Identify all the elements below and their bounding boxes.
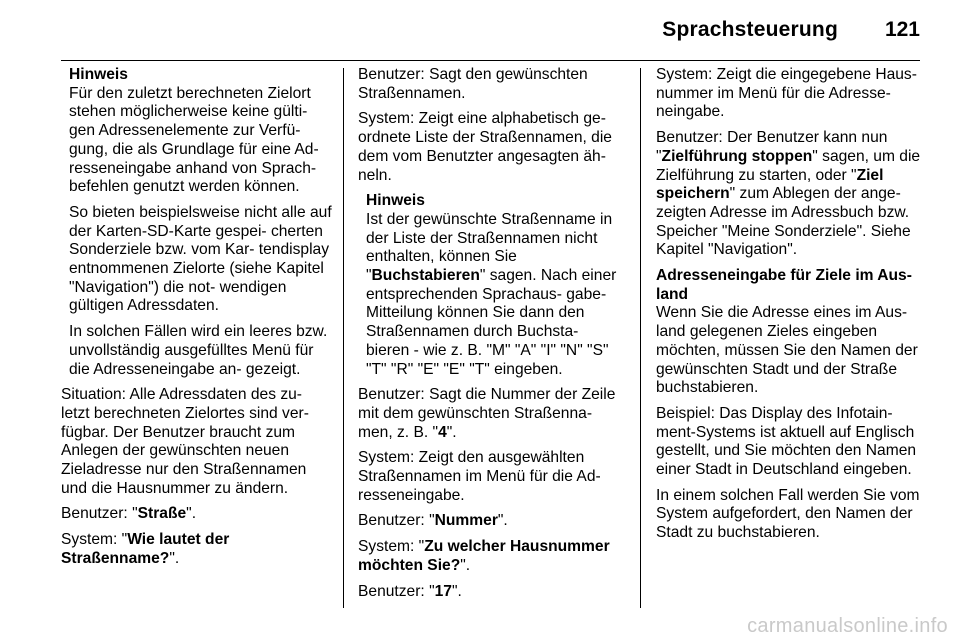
voice-command: Wie lautet der Straßenname? (61, 531, 230, 567)
note-heading: Hinweis (366, 192, 425, 210)
dialog-line-system: System: "Zu welcher Hausnummer möchten Sie?". (358, 538, 610, 574)
voice-command: Buchstabieren (371, 267, 480, 285)
paragraph: Wenn Sie die Adresse eines im Aus- land gelegenen Zieles eingeben möchten, müssen Sie den Namen der gewünschten Stadt und der Straße buchstabieren. (656, 304, 918, 397)
paragraph: Für den zuletzt berechneten Zielort stehen möglicherweise keine gülti- gen Adressenelemente zur Verfü- gung, die als Grundlage für eine Ad- resseneingabe anhand von Sprach- befehlen genutzt werden können. (69, 84, 319, 196)
note-box (366, 192, 624, 379)
voice-command: Zielführung stoppen (661, 147, 813, 165)
example-number: 4 (438, 423, 447, 441)
paragraph: Benutzer: Der Benutzer kann nun "Zielführung stoppen" sagen, um die Zielführung zu starten, oder "Ziel speichern" zum Ablegen der ange- zeigten Adresse im Adressbuch bzw. Speicher "Meine Sonderziele". Siehe Kapitel "Navigation". (656, 129, 921, 259)
paragraph: Benutzer: Sagt die Nummer der Zeile mit dem gewünschten Straßenna- men, z. B. "4". (358, 386, 616, 441)
voice-command: Zu welcher Hausnummer möchten Sie? (358, 538, 610, 574)
paragraph: System: Zeigt den ausgewählten Straßennamen im Menü für die Ad- resseneingabe. (358, 449, 601, 504)
paragraph: Benutzer: Sagt den gewünschten Straßennamen. (358, 66, 588, 102)
column-divider-1 (343, 68, 344, 608)
paragraph: In solchen Fällen wird ein leeres bzw. unvollständig ausgefülltes Menü für die Adresseneingabe an- gezeigt. (69, 323, 328, 378)
header-divider (61, 60, 920, 61)
paragraph: In einem solchen Fall werden Sie vom System aufgefordert, den Namen der Stadt zu buchstabieren. (656, 486, 920, 542)
page-number: 121 (884, 18, 920, 41)
voice-command: Straße (137, 505, 187, 523)
text-column-1 (61, 66, 333, 576)
dialog-line-user: Benutzer: "Straße". (61, 505, 197, 523)
column-divider-2 (640, 68, 641, 608)
paragraph: Ist der gewünschte Straßenname in der Liste der Straßennamen nicht enthalten, können Sie "Buchstabieren" sagen. Nach einer entsprechenden Sprachaus- gabe-Mitteilung können Sie dann den Straßennamen durch Buchsta- bieren - wie z. B. "M" "A" "I" "N" "S" "T" "R" "E" "E" "T" eingeben. (366, 210, 617, 378)
note-box (69, 66, 333, 379)
dialog-line-user: Benutzer: "17". (358, 582, 462, 600)
dialog-line-system: System: "Wie lautet der Straßenname?". (61, 531, 230, 567)
page-title: Sprachsteuerung (662, 18, 838, 41)
note-heading: Hinweis (69, 66, 128, 83)
paragraph: System: Zeigt die eingegebene Haus- nummer im Menü für die Adresse- neingabe. (656, 66, 917, 121)
paragraph: Situation: Alle Adressdaten des zu- letzt berechneten Zielortes sind ver- fügbar. Der Benutzer braucht zum Anlegen der gewünschten neuen Zieladresse nur den Straßennamen und die Hausnummer zu ändern. (61, 386, 309, 497)
text-column-2 (358, 66, 624, 608)
paragraph: System: Zeigt eine alphabetisch ge- ordnete Liste der Straßennamen, die dem vom Benutzter angesagten äh- neln. (358, 110, 612, 184)
voice-command: Nummer (434, 512, 498, 530)
voice-command: Ziel speichern (656, 166, 884, 203)
text-column-3 (656, 66, 924, 550)
watermark: carmanualsonline.info (747, 615, 948, 637)
paragraph: So bieten beispielsweise nicht alle auf der Karten-SD-Karte gespei- cherten Sonderziele bzw. vom Kar- tendisplay entnommenen Zielorte (siehe Kapitel "Navigation") die not- wendigen gültigen Adressdaten. (69, 203, 332, 315)
section-heading: Adresseneingabe für Ziele im Aus- land (656, 267, 912, 303)
dialog-line-user: Benutzer: "Nummer". (358, 512, 508, 530)
voice-command: 17 (434, 582, 452, 600)
paragraph: Beispiel: Das Display des Infotain- ment-Systems ist aktuell auf Englisch gestellt, und Sie möchten den Namen einer Stadt in Deutschland eingeben. (656, 404, 917, 479)
